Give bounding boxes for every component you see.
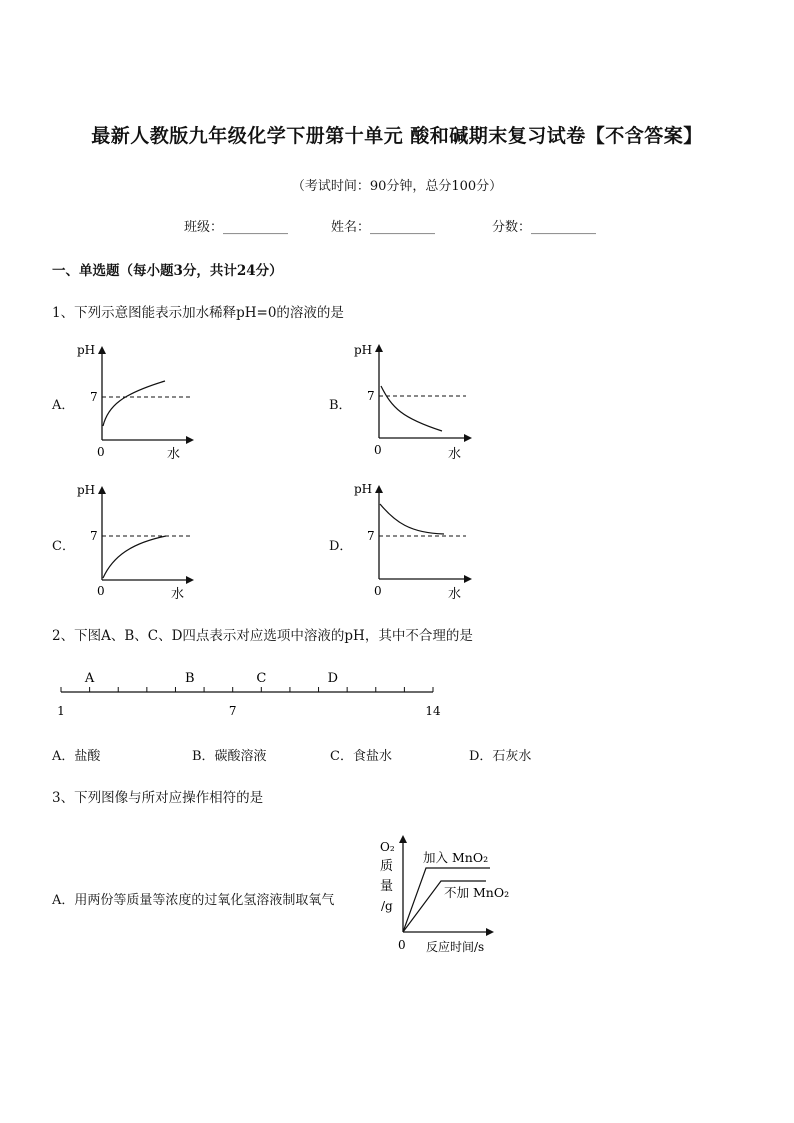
question-2-stem: 2、下图A、B、C、D四点表示对应选项中溶液的pH，其中不合理的是 — [52, 628, 473, 644]
q1-graph-b — [354, 343, 470, 462]
q2-option-c: C．食盐水 — [330, 749, 392, 764]
question-1-stem: 1、下列示意图能表示加水稀释pH=0的溶液的是 — [52, 305, 344, 321]
origin-label: 0 — [374, 584, 382, 598]
origin-label: 0 — [97, 584, 105, 598]
page-title: 最新人教版九年级化学下册第十单元 酸和碱期末复习试卷【不含答案】 — [91, 125, 703, 147]
y-label-zhi: 质 — [380, 859, 394, 874]
q3-line1-label: 加入 MnO₂ — [423, 850, 489, 865]
x-axis-label: 水 — [448, 447, 462, 462]
seven-label: 7 — [367, 529, 375, 543]
y-label-unit: /g — [381, 899, 393, 913]
x-axis-label: 水 — [167, 447, 181, 462]
exam-info: （考试时间：90分钟，总分100分） — [291, 179, 503, 194]
name-field: 姓名：__________ — [331, 220, 436, 235]
q3-line2-label: 不加 MnO₂ — [444, 885, 510, 900]
class-field: 班级：__________ — [184, 220, 289, 235]
seven-label: 7 — [367, 389, 375, 403]
q2-option-d: D．石灰水 — [469, 749, 532, 764]
q1-option-a-label: A． — [52, 398, 75, 413]
scale-min-label: 1 — [57, 704, 65, 718]
q2-option-a: A．盐酸 — [52, 749, 101, 764]
score-field: 分数：__________ — [492, 220, 597, 235]
y-axis-label: pH — [77, 343, 96, 357]
q3-origin-label: 0 — [398, 938, 406, 952]
y-label-o2: O₂ — [380, 840, 395, 854]
q1-graph-c — [77, 483, 192, 602]
scale-point-c: C — [256, 671, 267, 686]
seven-label: 7 — [90, 390, 98, 404]
q1-graph-a — [77, 343, 192, 462]
seven-label: 7 — [90, 529, 98, 543]
q1-option-b-label: B． — [329, 398, 352, 413]
scale-mid-label: 7 — [228, 704, 237, 718]
y-axis-label: pH — [354, 343, 373, 357]
q1-option-d-label: D． — [329, 539, 353, 554]
origin-label: 0 — [374, 443, 382, 457]
q2-option-b: B．碳酸溶液 — [192, 749, 267, 764]
scale-point-d: D — [327, 671, 339, 686]
x-axis-label: 水 — [171, 587, 185, 602]
q3-graph — [380, 837, 509, 954]
y-axis-label: pH — [77, 483, 96, 497]
scale-point-b: B — [184, 671, 195, 686]
q1-graph-d — [354, 482, 470, 602]
q3-option-a: A．用两份等质量等浓度的过氧化氢溶液制取氧气 — [52, 893, 335, 908]
question-3-stem: 3、下列图像与所对应操作相符的是 — [52, 790, 264, 806]
origin-label: 0 — [97, 445, 105, 459]
y-axis-label: pH — [354, 482, 373, 496]
q3-x-axis-label: 反应时间/s — [426, 940, 485, 954]
q1-option-c-label: C． — [52, 539, 75, 554]
scale-max-label: 14 — [425, 704, 441, 718]
q2-ph-scale — [57, 671, 441, 718]
scale-point-a: A — [84, 671, 95, 686]
y-label-liang: 量 — [380, 879, 394, 894]
x-axis-label: 水 — [448, 587, 462, 602]
section-heading: 一、单选题（每小题3分，共计24分） — [52, 263, 283, 279]
